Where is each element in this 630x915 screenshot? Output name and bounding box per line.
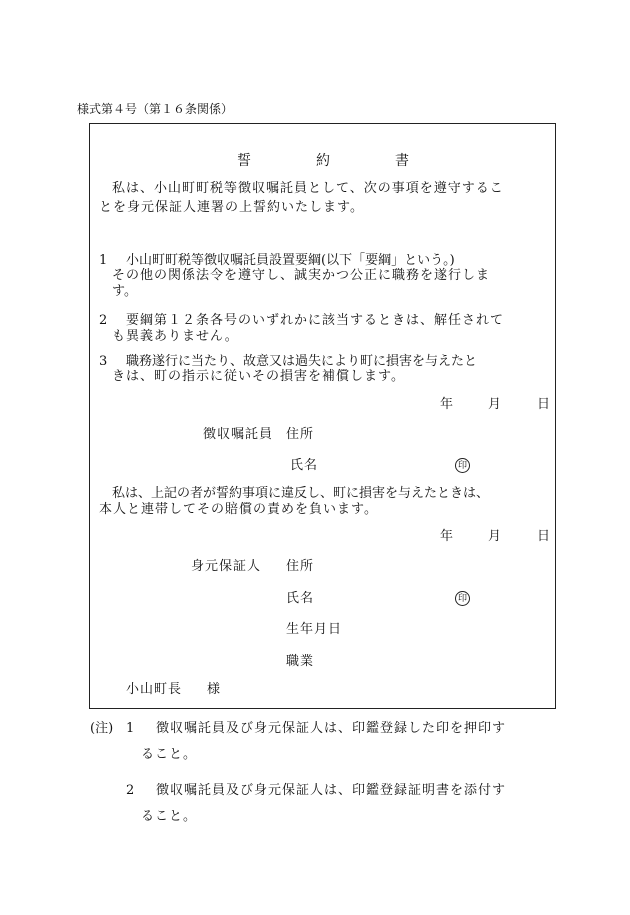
item-3-line-2: きは、町の指示に従いその損害を補償します。 [112,369,405,384]
intro-line-1: 私は、小山町町税等徴収嘱託員として、次の事項を遵守するこ [112,181,504,196]
date-1-day: 日 [537,397,551,412]
guarantor-occupation-label: 職業 [286,654,315,669]
item-2-number: 2 [99,313,108,328]
note-2-line-2: ること。 [141,809,198,824]
date-2-month: 月 [488,529,502,544]
addressee-mayor: 小山町長 [126,682,183,697]
item-2-line-1: 要綱第１２条各号のいずれかに該当するときは、解任されて [126,313,505,328]
guarantor-name-label: 氏名 [286,591,315,606]
addressee-honorific: 様 [207,682,221,697]
guarantor-birthdate-label: 生年月日 [286,622,343,637]
commissioner-address-label: 住所 [286,427,315,442]
item-1-line-2: その他の関係法令を遵守し、誠実かつ公正に職務を遂行しま [112,268,491,283]
note-2-number: 2 [126,783,135,798]
guarantor-address-label: 住所 [286,559,315,574]
title-char-2: 約 [316,153,330,169]
guarantor-statement-line-2: 本人と連帯してその賠償の責めを負います。 [99,502,378,517]
guarantor-seal-icon: 印 [455,591,470,606]
item-1-line-1: 小山町町税等徴収嘱託員設置要綱(以下「要綱」という。) [126,253,455,268]
note-1-line-2: ること。 [141,747,198,762]
commissioner-seal-icon: 印 [455,458,470,473]
item-1-line-3: す。 [112,284,137,299]
item-3-line-1: 職務遂行に当たり、故意又は過失により町に損害を与えたと [126,354,478,369]
date-1-month: 月 [488,397,502,412]
item-3-number: 3 [99,354,108,369]
intro-line-2: とを身元保証人連署の上誓約いたします。 [99,200,364,215]
note-1-line-1: 徴収嘱託員及び身元保証人は、印鑑登録した印を押印す [156,721,507,736]
commissioner-role: 徴収嘱託員 [203,427,274,442]
date-2-day: 日 [537,529,551,544]
notes-label: (注) [90,721,114,736]
guarantor-statement-line-1: 私は、上記の者が誓約事項に違反し、町に損害を与えたときは、 [112,486,490,501]
item-2-line-2: も異義ありません。 [112,329,239,344]
title-char-3: 書 [395,153,409,169]
note-2-line-1: 徴収嘱託員及び身元保証人は、印鑑登録証明書を添付す [156,783,507,798]
date-1-year: 年 [440,397,454,412]
guarantor-role: 身元保証人 [191,559,262,574]
commissioner-name-label: 氏名 [290,458,319,473]
title-char-1: 誓 [237,153,251,169]
note-1-number: 1 [126,721,135,736]
form-label: 様式第４号（第１６条関係） [77,102,234,116]
item-1-number: 1 [99,253,108,268]
date-2-year: 年 [440,529,454,544]
